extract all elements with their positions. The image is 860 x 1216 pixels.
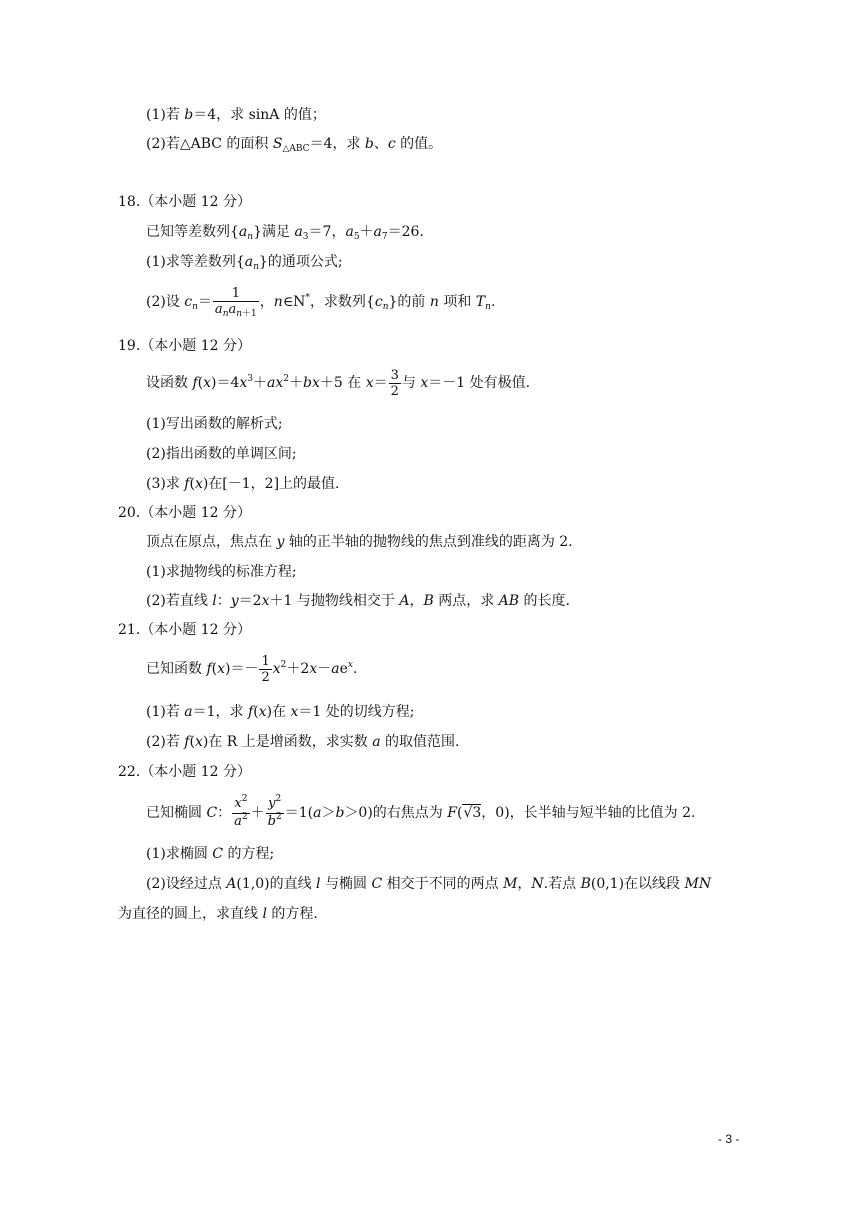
q19-part1: (1)写出函数的解析式; [146,416,283,432]
q22-stem: 已知椭圆 C： $\frac{x^2}{a^2}$ ＋ $\frac{y^2}{b^2}$ ＝1(a＞b＞0)的右焦点为 F(√3，0)，长半轴与短半轴的比值为 2. [146,793,696,829]
fraction: $\frac{3}{2}$ [390,367,399,399]
q19-header: 19.（本小题 12 分） [118,338,251,354]
q21-stem: 已知函数 f(x)＝－ $\frac{1}{2}$ $x^2+2x-ae^x$. [146,653,358,685]
q20-part2: (2)若直线 l：y＝2x＋1 与抛物线相交于 A，B 两点，求 AB 的长度. [146,593,570,609]
q21-part2: (2)若 f(x)在 R 上是增函数，求实数 a 的取值范围. [146,734,460,750]
q22-part1: (1)求椭圆 C 的方程; [146,846,275,862]
q18-part1: (1)求等差数列$\{a_n\}$的通项公式; [146,254,343,272]
q17-part1: (1)若 b＝4，求 sinA 的值； [146,107,326,123]
page-number: - 3 - [718,1132,740,1146]
q18-header: 18.（本小题 12 分） [118,194,251,210]
q18-part2: (2)设 $c_n=$ $\frac{1}{a_na_{n+1}}$ ，n∈N*，求数列$\{c_n\}$的前 n 项和 $T_n$. [146,285,496,319]
q19-part3: (3)求 f(x)在[－1，2]上的最值. [146,476,340,492]
fraction: $\frac{x^2}{a^2}$ [234,793,248,829]
q20-stem: 顶点在原点，焦点在 y 轴的正半轴的抛物线的焦点到准线的距离为 2. [146,534,573,550]
q20-part1: (1)求抛物线的标准方程; [146,564,297,580]
q18-stem: 已知等差数列$\{a_n\}$满足 $a_3=7$，$a_5+a_7=26$. [146,224,424,242]
fraction: $\frac{1}{2}$ [261,653,270,685]
q21-part1: (1)若 a＝1，求 f(x)在 x＝1 处的切线方程; [146,704,415,720]
q22-header: 22.（本小题 12 分） [118,764,251,780]
q22-part2-line1: (2)设经过点 A(1,0)的直线 l 与椭圆 C 相交于不同的两点 M，N.若点 B(0,1)在以线段 MN [146,876,712,892]
q19-stem: 设函数 $f(x)=4x^3+ax^2+bx+5$ 在 x＝ $\frac{3}{2}$ 与 x＝－1 处有极值. [146,367,531,399]
q21-header: 21.（本小题 12 分） [118,622,251,638]
fraction: $\frac{y^2}{b^2}$ [267,793,282,829]
q20-header: 20.（本小题 12 分） [118,505,251,521]
fraction: $\frac{1}{a_na_{n+1}}$ [214,285,257,319]
q22-part2-line2: 为直径的圆上，求直线 l 的方程. [118,906,318,922]
q17-part2: (2)若△ABC 的面积 $S_{\triangle ABC}=4$，求 b、c 的值。 [146,136,443,154]
q19-part2: (2)指出函数的单调区间; [146,446,297,462]
